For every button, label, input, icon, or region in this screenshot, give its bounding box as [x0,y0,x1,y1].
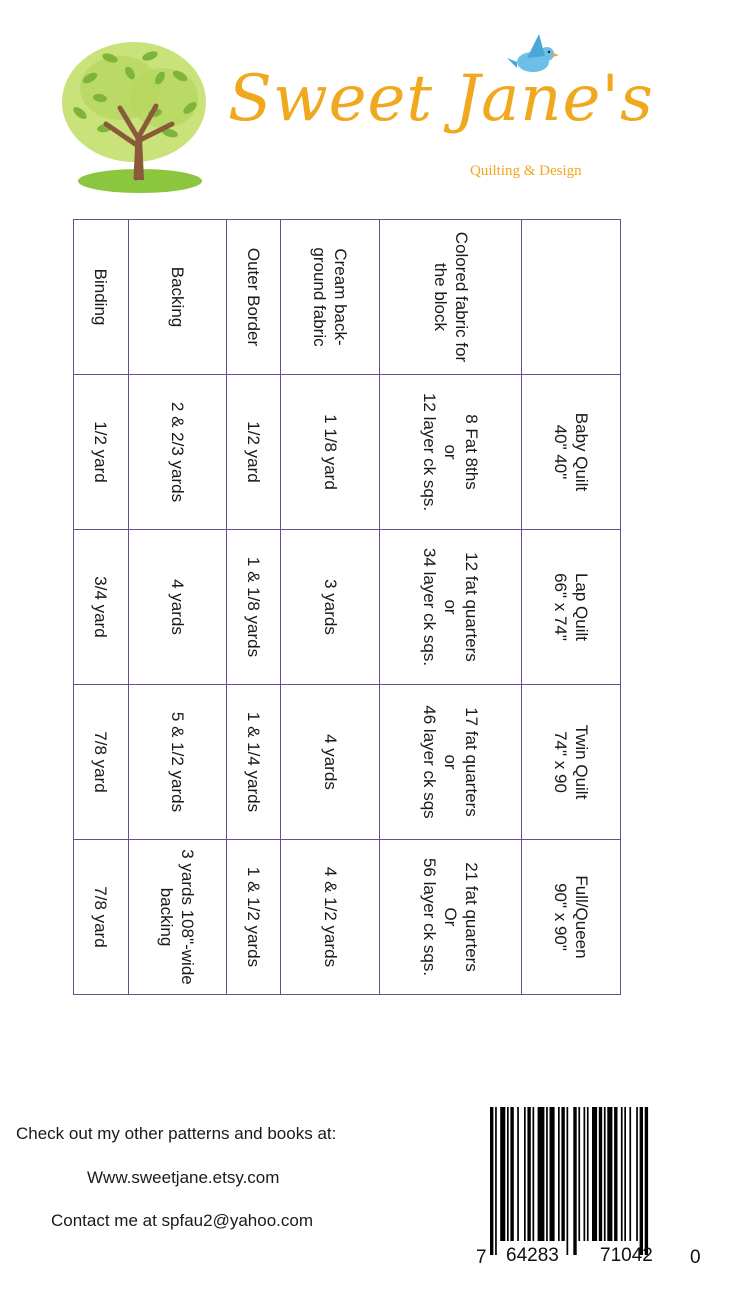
barcode-group-1: 64283 [506,1245,559,1266]
table-row-colored [380,220,523,995]
tree-icon [60,28,210,198]
barcode-digit-left: 7 [476,1247,487,1268]
row-label-binding: Binding [74,220,129,375]
barcode-bar [500,1107,505,1241]
barcode-bar [495,1107,497,1255]
barcode-bar [629,1107,631,1241]
barcode-bars [490,1107,696,1257]
cell-binding-twin: 7/8 yard [74,685,129,840]
footer-patterns-text: Check out my other patterns and books at: [16,1124,337,1143]
barcode-bar [640,1107,643,1255]
barcode-bar [538,1107,545,1241]
barcode-bar [587,1107,589,1241]
header-baby: Baby Quilt 40" 40" [522,375,621,530]
row-label-colored: Colored fabric for the block [380,220,523,375]
cell-cream-full-queen: 4 & 1/2 yards [281,840,380,995]
barcode-digit-right: 0 [690,1247,701,1268]
barcode-bar [567,1107,569,1255]
contact-email[interactable]: Contact me at spfau2@yahoo.com [51,1211,314,1230]
barcode-bar [607,1107,612,1241]
table-row-binding [74,220,129,995]
barcode-bar [510,1107,513,1241]
cell-cream-lap: 3 yards [281,530,380,685]
row-label-backing: Backing [128,220,227,375]
yardage-table [73,219,621,995]
cell-binding-baby: 1/2 yard [74,375,129,530]
barcode-bar [604,1107,606,1241]
cell-backing-twin: 5 & 1/2 yards [128,685,227,840]
cell-backing-baby: 2 & 2/3 yards [128,375,227,530]
barcode-bar [614,1107,617,1241]
etsy-link[interactable]: Www.sweetjane.etsy.com [87,1168,280,1187]
barcode-bar [561,1107,564,1241]
cell-cream-baby: 1 1/8 yard [281,375,380,530]
barcode-bar [517,1107,519,1241]
table-row-header [522,220,621,995]
row-label-cream: Cream back-ground fabric [281,220,380,375]
barcode [476,1105,706,1275]
cell-colored-lap: 12 fat quarters or 34 layer ck sqs. [380,530,523,685]
table-row-cream [281,220,380,995]
cell-outer-baby: 1/2 yard [227,375,281,530]
barcode-bar [573,1107,576,1255]
barcode-bar [546,1107,548,1241]
cell-colored-full-queen: 21 fat quarters Or 56 layer ck sqs. [380,840,523,995]
cell-binding-lap: 3/4 yard [74,530,129,685]
barcode-bar [524,1107,526,1241]
barcode-bar [624,1107,626,1241]
table-row-outer-border [227,220,281,995]
cell-cream-twin: 4 yards [281,685,380,840]
cell-binding-full-queen: 7/8 yard [74,840,129,995]
barcode-bar [533,1107,535,1241]
barcode-bar [621,1107,623,1241]
barcode-bar [550,1107,555,1241]
barcode-bar [578,1107,580,1241]
barcode-bar [558,1107,560,1241]
row-label-empty [522,220,621,375]
barcode-group-2: 71042 [600,1245,653,1266]
barcode-bar [599,1107,602,1241]
header-twin: Twin Quilt 74" x 90 [522,685,621,840]
barcode-bar [592,1107,597,1241]
brand-name: Sweet Jane's [228,62,654,136]
cell-backing-lap: 4 yards [128,530,227,685]
barcode-bar [490,1107,493,1255]
header-lap: Lap Quilt 66" x 74" [522,530,621,685]
barcode-bar [584,1107,586,1241]
cell-outer-full-queen: 1 & 1/2 yards [227,840,281,995]
yardage-table-frame [73,219,621,994]
cell-backing-full-queen: 3 yards 108"-wide backing [128,840,227,995]
cell-colored-baby: 8 Fat 8ths or 12 layer ck sqs. [380,375,523,530]
cell-outer-lap: 1 & 1/8 yards [227,530,281,685]
cell-colored-twin: 17 fat quarters or 46 layer ck sqs [380,685,523,840]
row-label-outer-border: Outer Border [227,220,281,375]
header-full-queen: Full/Queen 90" x 90" [522,840,621,995]
brand-tagline: Quilting & Design [470,163,582,179]
table-row-backing [128,220,227,995]
barcode-bar [645,1107,648,1255]
barcode-bar [527,1107,530,1241]
barcode-bar [636,1107,638,1241]
barcode-bar [507,1107,509,1241]
cell-outer-twin: 1 & 1/4 yards [227,685,281,840]
